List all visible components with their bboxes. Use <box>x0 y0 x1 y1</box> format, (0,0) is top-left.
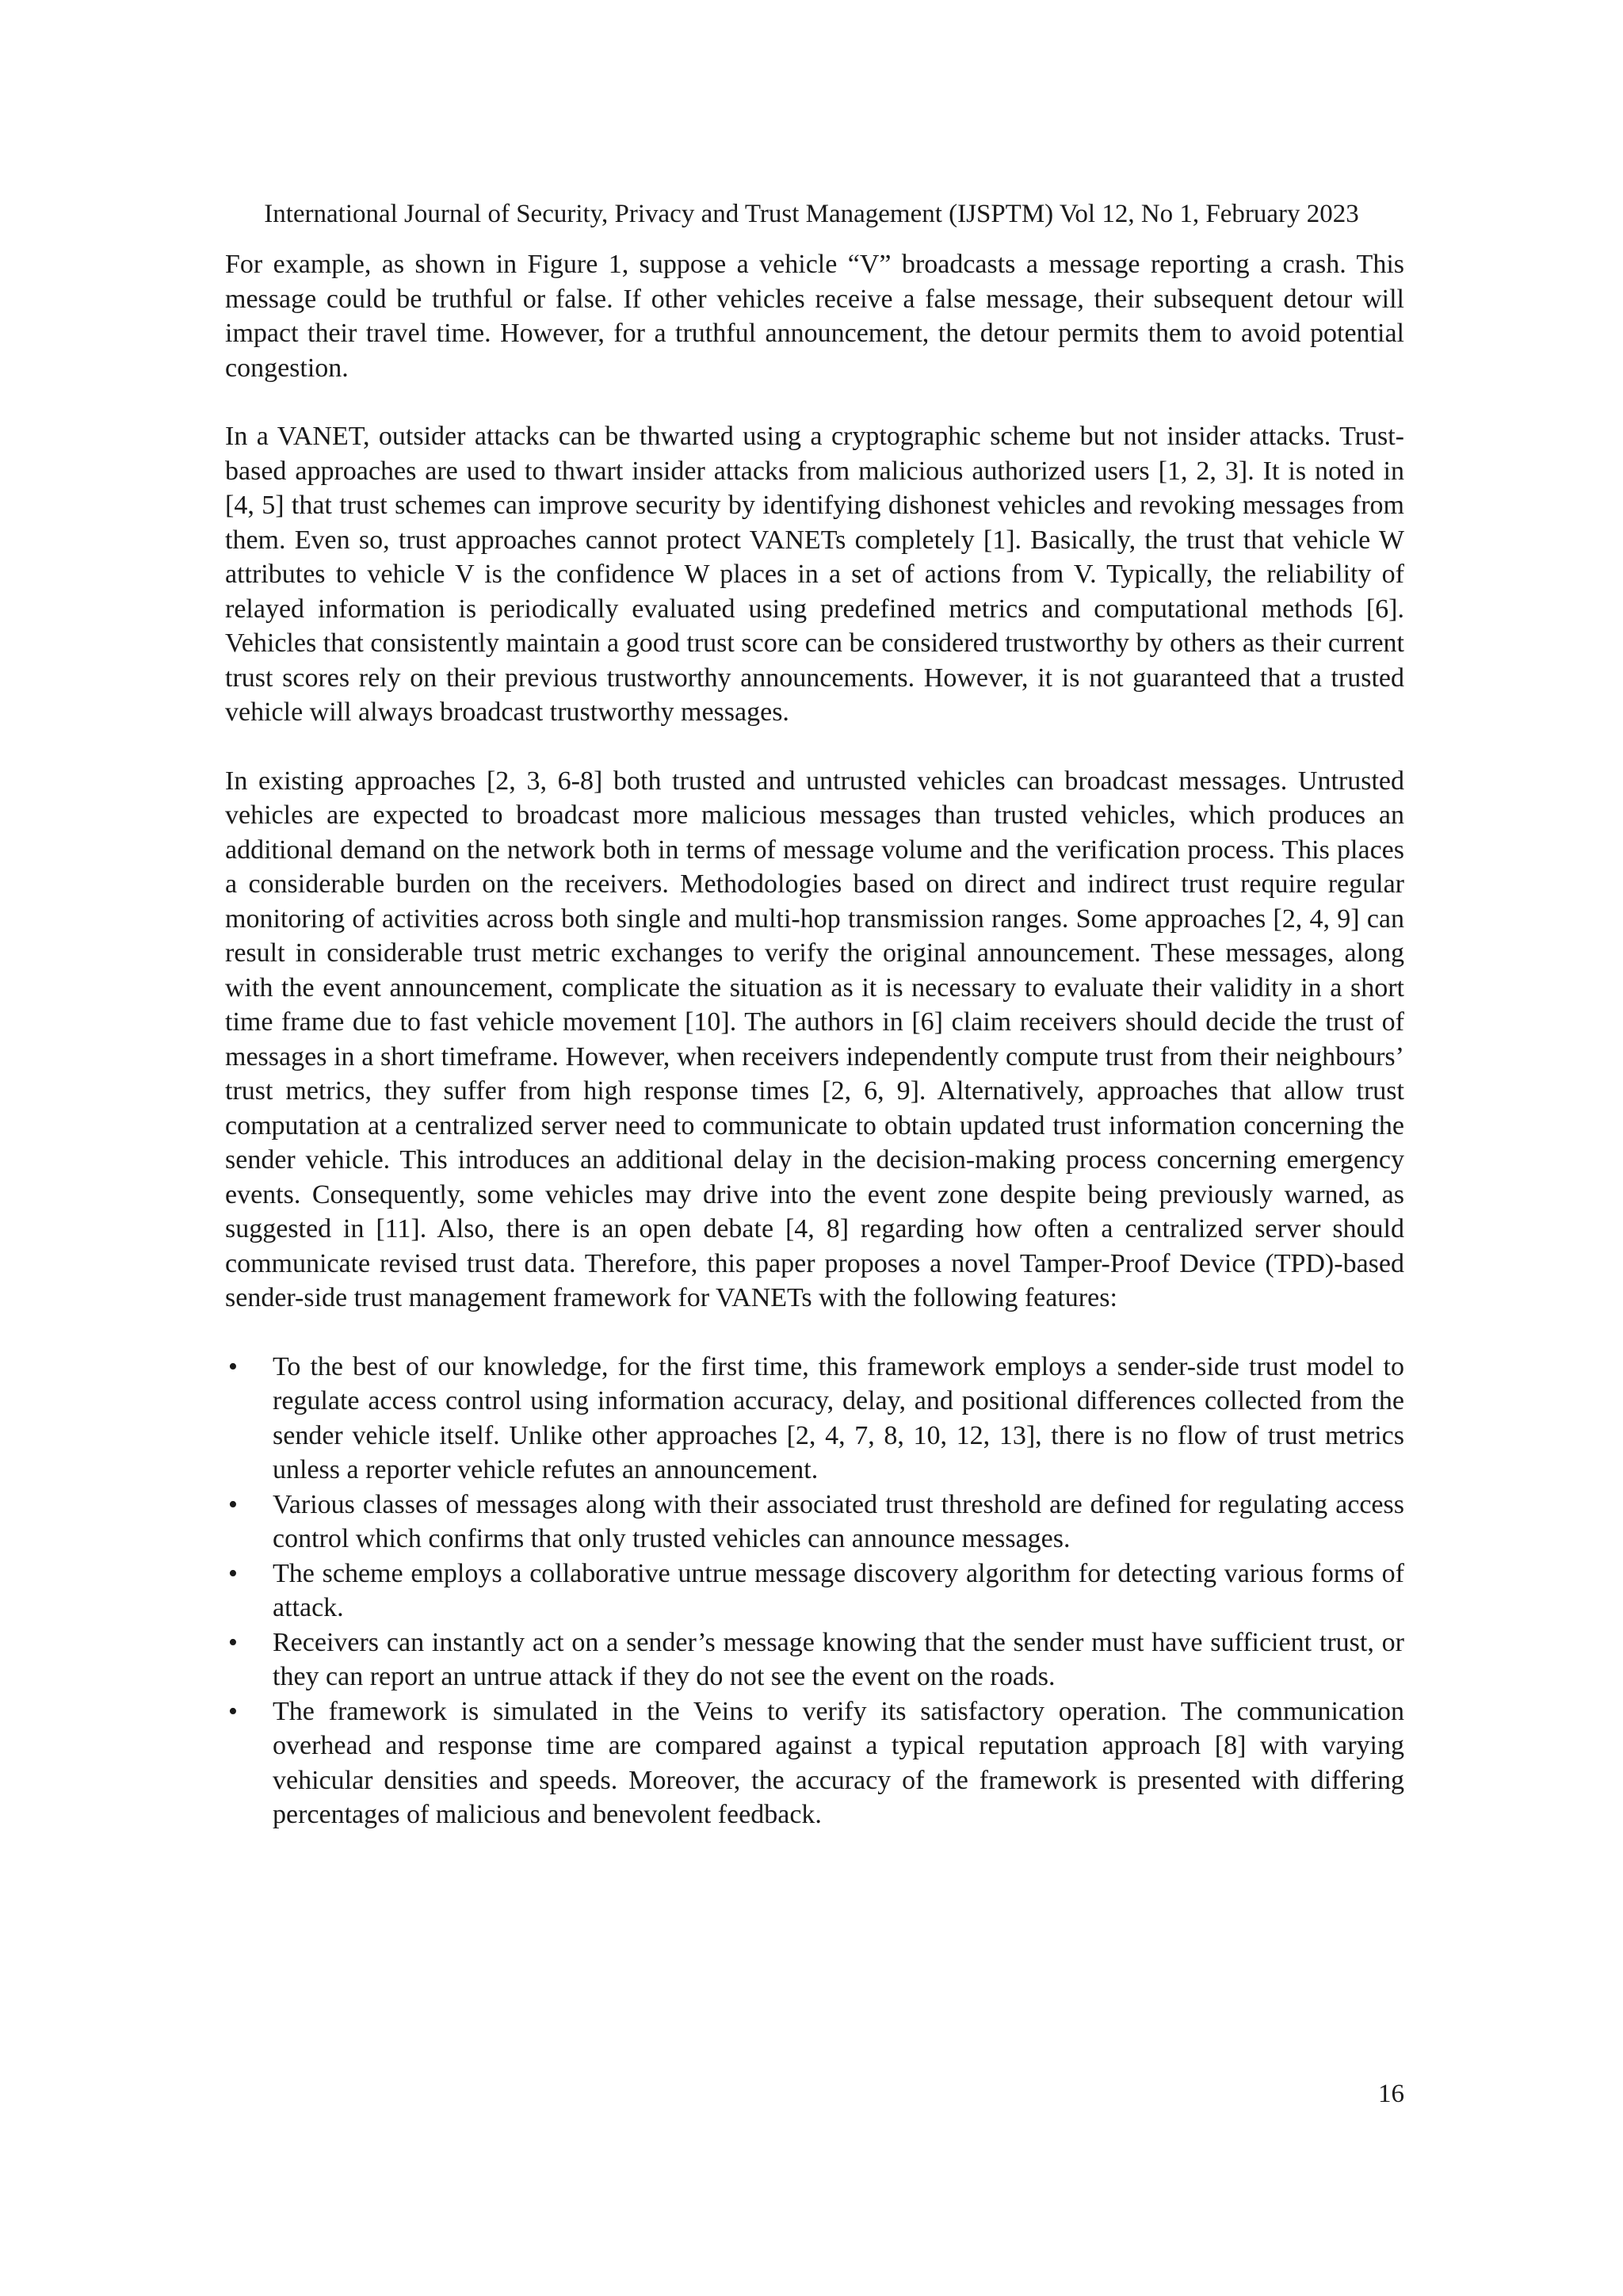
list-item-text: The scheme employs a collaborative untrue message discovery algorithm for detecting various forms of attack. <box>273 1558 1404 1622</box>
list-item <box>225 1488 1404 1557</box>
bullet-icon: • <box>228 1489 238 1519</box>
list-item-text: To the best of our knowledge, for the first time, this framework employs a sender-side trust model to regulate access control using information accuracy, delay, and positional differences collected from the sender vehicle itself. Unlike other approaches [2, 4, 7, 8, 10, 12, 13], there is no flow of trust metrics unless a reporter vehicle refutes an announcement. <box>273 1351 1404 1484</box>
page-number: 16 <box>1378 2080 1404 2108</box>
paragraph-existing-approaches: In existing approaches [2, 3, 6-8] both trusted and untrusted vehicles can broadcast messages. Untrusted vehicles are expected to broadcast more malicious messages than trusted vehicles, which produces an additional demand on the network both in terms of message volume and the verification process. This places a considerable burden on the receivers. Methodologies based on direct and indirect trust require regular monitoring of activities across both single and multi-hop transmission ranges. Some approaches [2, 4, 9] can result in considerable trust metric exchanges to verify the original announcement. These messages, along with the event announcement, complicate the situation as it is necessary to evaluate their validity in a short time frame due to fast vehicle movement [10]. The authors in [6] claim receivers should decide the trust of messages in a short timeframe. However, when receivers independently compute trust from their neighbours’ trust metrics, they suffer from high response times [2, 6, 9]. Alternatively, approaches that allow trust computation at a centralized server need to communicate to obtain updated trust information concerning the sender vehicle. This introduces an additional delay in the decision-making process concerning emergency events. Consequently, some vehicles may drive into the event zone despite being previously warned, as suggested in [11]. Also, there is an open debate [4, 8] regarding how often a centralized server should communicate revised trust data. Therefore, this paper proposes a novel Tamper-Proof Device (TPD)-based sender-side trust management framework for VANETs with the following features: <box>225 766 1404 1312</box>
bullet-icon: • <box>228 1627 238 1657</box>
list-item <box>225 1557 1404 1626</box>
list-item-text: The framework is simulated in the Veins to verify its satisfactory operation. The communication overhead and response time are compared against a typical reputation approach [8] with varying vehicular densities and speeds. Moreover, the accuracy of the framework is presented with differing percentages of malicious and benevolent feedback. <box>273 1696 1404 1829</box>
list-item-text: Receivers can instantly act on a sender’s message knowing that the sender must have sufficient trust, or they can report an untrue attack if they do not see the event on the roads. <box>273 1627 1404 1691</box>
running-header: International Journal of Security, Privacy and Trust Management (IJSPTM) Vol 12, No 1, February 2023 <box>264 200 1359 228</box>
list-item-text: Various classes of messages along with their associated trust threshold are defined for regulating access control which confirms that only trusted vehicles can announce messages. <box>273 1489 1404 1553</box>
list-item <box>225 1694 1404 1832</box>
bullet-icon: • <box>228 1351 238 1381</box>
list-item <box>225 1626 1404 1694</box>
body-text <box>225 247 1404 1832</box>
list-item <box>225 1350 1404 1488</box>
contribution-list <box>225 1350 1404 1832</box>
paragraph-figure-example: For example, as shown in Figure 1, suppose a vehicle “V” broadcasts a message reporting a crash. This message could be truthful or false. If other vehicles receive a false message, their subsequent detour will impact their travel time. However, for a truthful announcement, the detour permits them to avoid potential congestion. <box>225 250 1404 383</box>
paragraph-trust-background: In a VANET, outsider attacks can be thwarted using a cryptographic scheme but not insider attacks. Trust-based approaches are used to thwart insider attacks from malicious authorized users [1, 2, 3]. It is noted in [4, 5] that trust schemes can improve security by identifying dishonest vehicles and revoking messages from them. Even so, trust approaches cannot protect VANETs completely [1]. Basically, the trust that vehicle W attributes to vehicle V is the confidence W places in a set of actions from V. Typically, the reliability of relayed information is periodically evaluated using predefined metrics and computational methods [6]. Vehicles that consistently maintain a good trust score can be considered trustworthy by others as their current trust scores rely on their previous trustworthy announcements. However, it is not guaranteed that a trusted vehicle will always broadcast trustworthy messages. <box>225 422 1404 727</box>
bullet-icon: • <box>228 1696 238 1726</box>
bullet-icon: • <box>228 1558 238 1588</box>
